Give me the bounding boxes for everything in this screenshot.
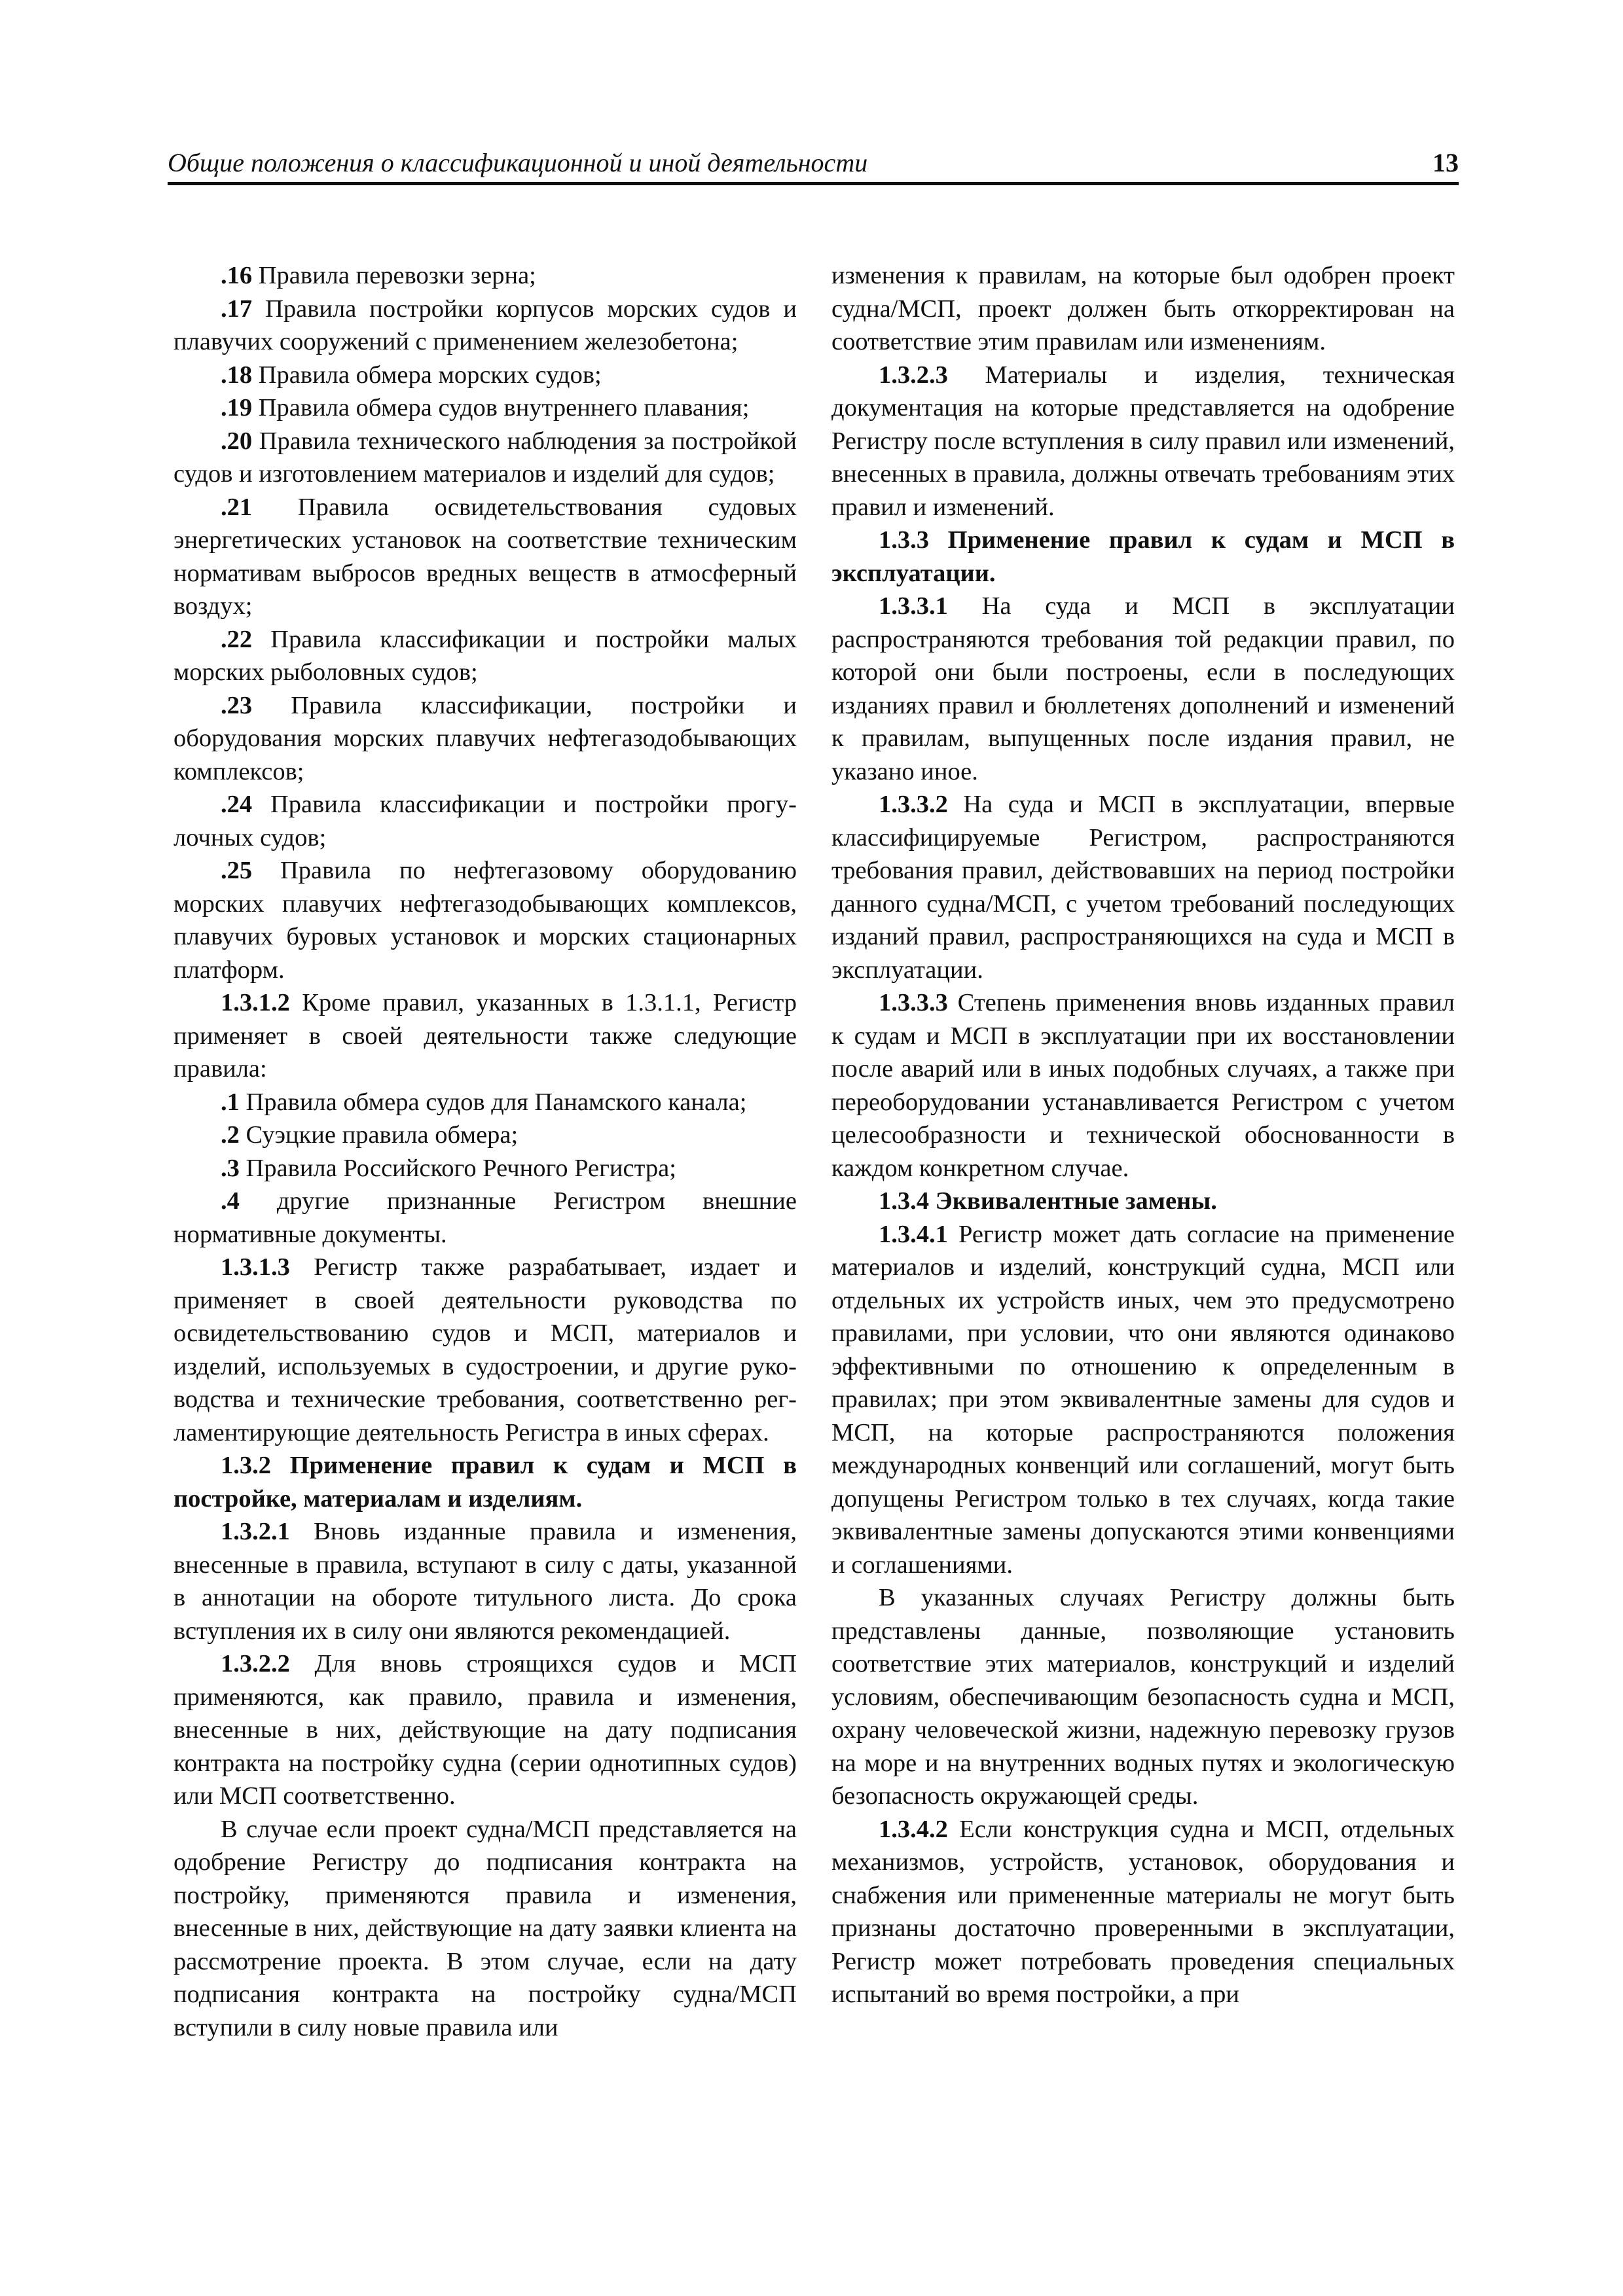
paragraph-text: Суэцкие правила обмера; (239, 1121, 519, 1149)
paragraph (173, 986, 797, 1086)
paragraph (173, 788, 797, 854)
paragraph (831, 1218, 1455, 1582)
clause-number: 1.3.2.3 (879, 361, 948, 389)
paragraph-text: Если конструкция судна и МСП, отдельных механизмов, устройств, установок, оборудования и снабжения или примененные материалы не могут быть признаны достаточно проверенными в эксплуатации, Регистр может потребовать проведения специальных испытаний во время постройки, а при (831, 1815, 1455, 2008)
clause-number: 1.3.4.1 (879, 1220, 948, 1248)
running-header-title: Общие положения о классификационной и иной деятельности (168, 148, 868, 177)
paragraph-text: Правила перевозки зерна; (252, 262, 536, 289)
paragraph (173, 293, 797, 359)
paragraph-text: Эквивалентные замены. (929, 1187, 1217, 1215)
paragraph (173, 1152, 797, 1185)
paragraph-text: Правила классификации и постройки малых морских рыболовных судов; (173, 625, 797, 686)
clause-number: .16 (221, 262, 253, 289)
clause-number: .22 (221, 625, 253, 653)
page-number: 13 (1432, 148, 1459, 177)
paragraph-text: Вновь изданные правила и изменения, внесенные в правила, вступают в силу с даты, указанной в аннотации на обороте титульного листа. До срока вступления их в силу они являются рекомендацией. (173, 1518, 797, 1645)
clause-number: .4 (221, 1187, 240, 1215)
paragraph-text: Правила по нефтегазовому оборудованию морских плавучих нефтегазодобывающих комплексов, плавучих буровых установок и морских стационарных платформ. (173, 857, 797, 984)
header-rule (168, 182, 1459, 185)
paragraph (173, 854, 797, 986)
paragraph-text: В указанных случаях Регистру должны быть представлены данные, позволяющие установить соответствие этих материалов, конструкций и изделий условиям, обеспечивающим безопасность судна и МСП, охрану человеческой жизни, надежную перевозку грузов на море и на внутренних водных путях и экологическую безопасность окружающей среды. (831, 1584, 1455, 1810)
paragraph (173, 1813, 797, 2045)
paragraph (173, 623, 797, 689)
paragraph-text: Правила обмера судов внутреннего плавания; (252, 394, 750, 422)
paragraph (831, 788, 1455, 986)
clause-number: .23 (221, 691, 253, 719)
clause-number: .1 (221, 1088, 240, 1116)
paragraph (173, 1449, 797, 1515)
clause-number: .21 (221, 493, 253, 521)
clause-number: 1.3.3 (879, 526, 929, 554)
paragraph (831, 590, 1455, 788)
paragraph-text: Правила классификации, постройки и оборудования морских плавучих нефтегазодобывающих комплексов; (173, 691, 797, 785)
paragraph (173, 259, 797, 293)
paragraph-text: Применение правил к судам и МСП в эксплуатации. (831, 526, 1455, 587)
clause-number: 1.3.3.2 (879, 791, 948, 818)
clause-number: 1.3.2.1 (221, 1518, 290, 1545)
paragraph-text: На суда и МСП в эксплуатации, впервые классифицируемые Регистром, распространяются требования правил, действовавших на период постройки данного судна/МСП, с учетом требований последующих изданий правил, распространяющихся на суда и МСП в эксплуатации. (831, 791, 1455, 984)
clause-number: 1.3.1.2 (221, 989, 290, 1016)
clause-number: .2 (221, 1121, 240, 1149)
clause-number: .19 (221, 394, 253, 422)
clause-number: .17 (221, 295, 253, 323)
paragraph (173, 689, 797, 789)
paragraph (173, 1185, 797, 1251)
paragraph-text: Правила классификации и постройки прогулочных судов; (173, 791, 797, 852)
paragraph (831, 1185, 1455, 1218)
clause-number: 1.3.1.3 (221, 1253, 290, 1281)
clause-number: .24 (221, 791, 253, 818)
clause-number: .3 (221, 1154, 240, 1182)
paragraph-text: Регистр может дать согласие на применение материалов и изделий, конструкций судна, МСП или отдельных их устройств иных, чем это предусмотрено правилами, при условии, что они являются одинаково эффективными по отношению к определенным в правилах; при этом эквивалентные замены для судов и МСП, на которые распространяются положения международных конвенций или соглашений, могут быть допущены Регистром только в тех случаях, когда такие эквивалентные замены допускаются этими конвенциями и соглашениями. (831, 1220, 1455, 1579)
paragraph (173, 391, 797, 425)
clause-number: 1.3.3.1 (879, 592, 948, 620)
paragraph (173, 491, 797, 623)
paragraph (831, 524, 1455, 590)
paragraph (173, 425, 797, 491)
clause-number: 1.3.4.2 (879, 1815, 948, 1843)
paragraph (831, 259, 1455, 359)
paragraph (831, 359, 1455, 524)
paragraph (173, 359, 797, 392)
paragraph-text: Правила обмера морских судов; (252, 361, 602, 389)
paragraph (173, 1086, 797, 1119)
clause-number: 1.3.3.3 (879, 989, 948, 1016)
paragraph-text: другие признанные Регистром внешние нормативные документы. (173, 1187, 797, 1248)
paragraph-text: Для вновь строящихся судов и МСП применяются, как правило, правила и изменения, внесенные в них, действующие на дату подписания контракта на постройку судна (серии однотипных судов) или МСП соответственно. (173, 1650, 797, 1810)
paragraph (831, 1813, 1455, 2011)
paragraph-text: Степень применения вновь изданных правил к судам и МСП в эксплуатации при их восстановлении после аварий или в иных подобных случаях, а также при переоборудовании устанавливается Регистром с учетом целесообразности и технической обоснованности в каждом конкретном случае. (831, 989, 1455, 1182)
paragraph (173, 1251, 797, 1449)
paragraph-text: Применение правил к судам и МСП в постройке, материалам и изделиям. (173, 1452, 797, 1513)
paragraph (173, 1515, 797, 1647)
clause-number: 1.3.2 (221, 1452, 271, 1479)
paragraph-text: Правила Российского Речного Регистра; (239, 1154, 676, 1182)
paragraph-text: Правила технического наблюдения за постройкой судов и изготовлением материалов и изделий для судов; (173, 427, 797, 488)
right-column (831, 259, 1455, 2011)
left-column (173, 259, 797, 2044)
paragraph-text: Правила обмера судов для Панамского канала; (239, 1088, 747, 1116)
paragraph-text: В случае если проект судна/МСП представляется на одобрение Регистру до подписания контракта на постройку, применяются правила и изменения, внесенные в них, действующие на дату заявки клиента на рассмотрение проекта. В этом случае, если на дату подписания контракта на постройку судна/МСП вступили в силу новые правила или (173, 1815, 797, 2041)
clause-number: 1.3.4 (879, 1187, 929, 1215)
paragraph-text: Правила постройки корпусов морских судов и плавучих сооружений с применением железобетона; (173, 295, 797, 355)
clause-number: 1.3.2.2 (221, 1650, 290, 1677)
paragraph (831, 1581, 1455, 1813)
paragraph-text: Регистр также разрабатывает, издает и применяет в своей деятельности руководства по освидетельствованию судов и МСП, материалов и изделий, используемых в судостроении, и другие руководства и технические требования, соответственно регламентирующие деятельность Регистра в иных сферах. (173, 1253, 797, 1446)
paragraph-text: Правила освидетельствования судовых энергетических установок на соответствие техническим нормативам выбросов вредных веществ в атмосферный воздух; (173, 493, 797, 620)
paragraph-text: На суда и МСП в эксплуатации распространяются требования той редакции правил, по которой они были построены, если в последующих изданиях правил и бюллетенях дополнений и изменений к правилам, выпущенных после издания правил, не указано иное. (831, 592, 1455, 785)
paragraph (831, 986, 1455, 1185)
paragraph-text: Материалы и изделия, техническая документация на которые представляется на одобрение Регистру после вступления в силу правил или изменений, внесенных в правила, должны отвечать требованиям этих правил и изменений. (831, 361, 1455, 521)
clause-number: .20 (221, 427, 253, 455)
running-header (168, 145, 1459, 182)
paragraph (173, 1647, 797, 1813)
paragraph (173, 1119, 797, 1152)
clause-number: .25 (221, 857, 253, 884)
clause-number: .18 (221, 361, 253, 389)
paragraph-text: Кроме правил, указанных в 1.3.1.1, Регистр применяет в своей деятельности также следующие правила: (173, 989, 797, 1083)
paragraph-text: изменения к правилам, на которые был одобрен проект судна/МСП, проект должен быть откорректирован на соответствие этим правилам или изменениям. (831, 262, 1455, 355)
